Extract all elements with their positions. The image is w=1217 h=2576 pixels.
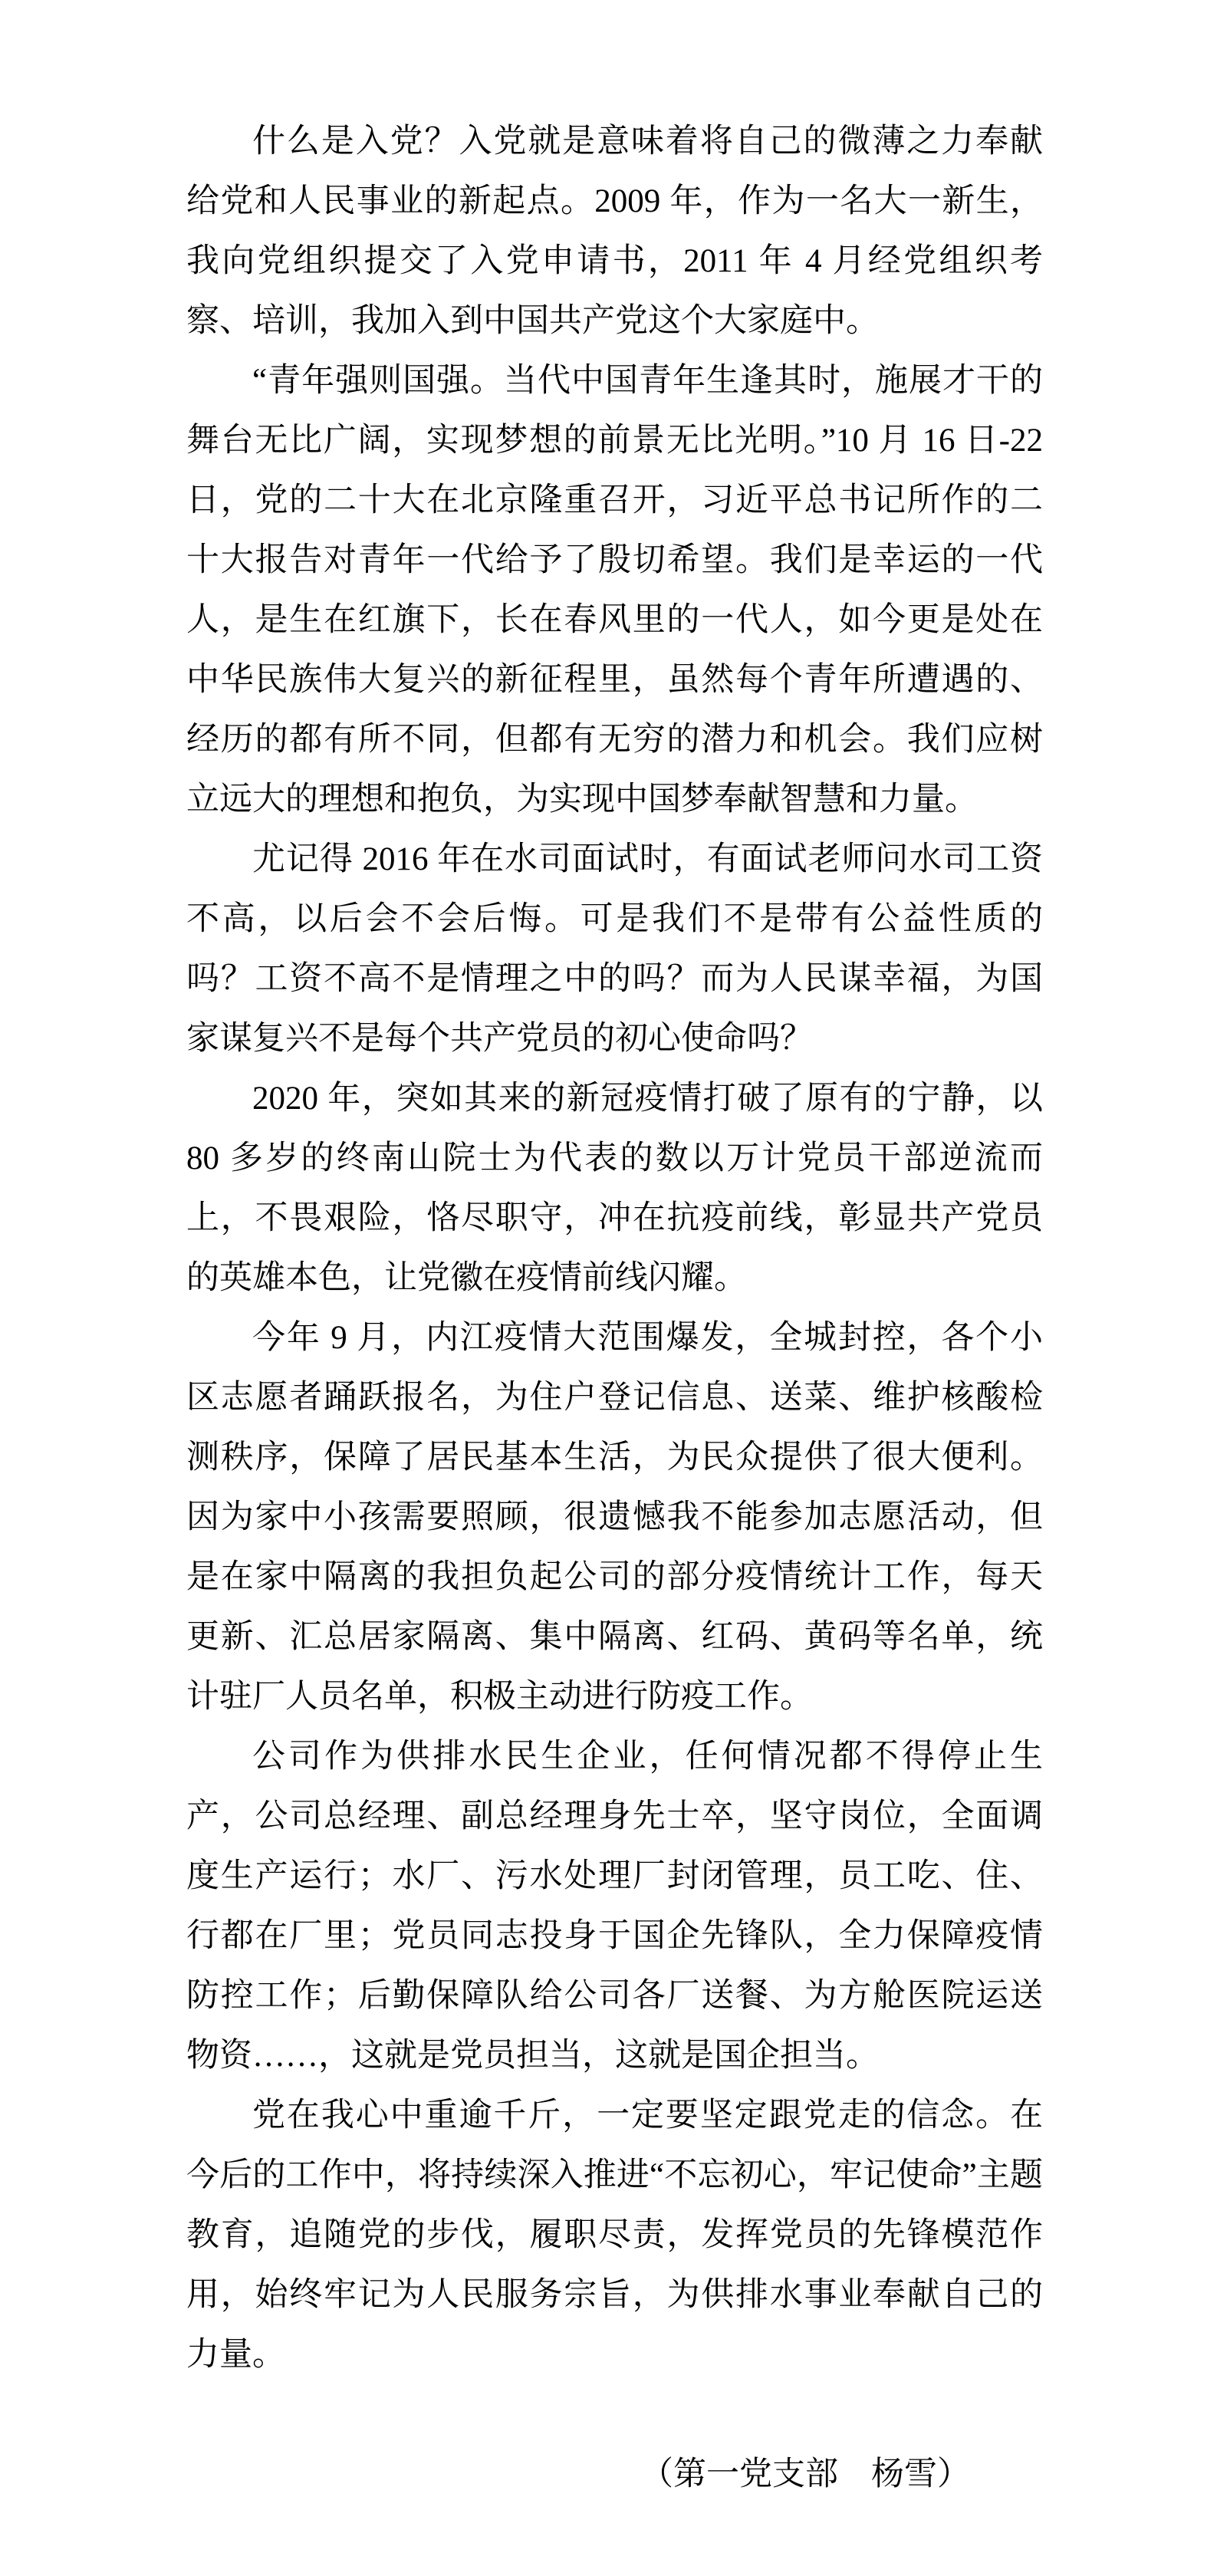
paragraph: “青年强则国强。当代中国青年生逢其时，施展才干的舞台无比广阔，实现梦想的前景无比光明。”10 月 16 日-22 日，党的二十大在北京隆重召开，习近平总书记所作的二十大报告对青年一代给予了殷切希望。我们是幸运的一代人，是生在红旗下，长在春风里的一代人，如今更是处在中华民族伟大复兴的新征程里，虽然每个青年所遭遇的、经历的都有所不同，但都有无穷的潜力和机会。我们应树立远大的理想和抱负，为实现中国梦奉献智慧和力量。 [186,363,1043,818]
paragraph: 公司作为供排水民生企业，任何情况都不得停止生产，公司总经理、副总经理身先士卒，坚守岗位，全面调度生产运行；水厂、污水处理厂封闭管理，员工吃、住、行都在厂里；党员同志投身于国企先锋队，全力保障疫情防控工作；后勤保障队给公司各厂送餐、为方舱医院运送物资……，这就是党员担当，这就是国企担当。 [186,1739,1043,2074]
paragraph: 2020 年，突如其来的新冠疫情打破了原有的宁静，以 80 多岁的终南山院士为代表的数以万计党员干部逆流而上，不畏艰险，恪尽职守，冲在抗疫前线，彰显共产党员的英雄本色，让党徽在疫情前线闪耀。 [186,1081,1043,1296]
document-body [186,112,1043,2505]
paragraph: 尤记得 2016 年在水司面试时，有面试老师问水司工资不高，以后会不会后悔。可是我们不是带有公益性质的吗？工资不高不是情理之中的吗？而为人民谋幸福，为国家谋复兴不是每个共产党员的初心使命吗？ [186,841,1043,1057]
paragraph: 党在我心中重逾千斤，一定要坚定跟党走的信念。在今后的工作中，将持续深入推进“不忘初心，牢记使命”主题教育，追随党的步伐，履职尽责，发挥党员的先锋模范作用，始终牢记为人民服务宗旨，为供排水事业奉献自己的力量。 [186,2097,1043,2373]
paragraph: 什么是入党？入党就是意味着将自己的微薄之力奉献给党和人民事业的新起点。2009 年，作为一名大一新生，我向党组织提交了入党申请书，2011 年 4 月经党组织考察、培训，我加入到中国共产党这个大家庭中。 [186,123,1043,339]
signature-line: （第一党支部 杨雪） [640,2456,970,2492]
paragraph: 今年 9 月，内江疫情大范围爆发，全城封控，各个小区志愿者踊跃报名，为住户登记信息、送菜、维护核酸检测秩序，保障了居民基本生活，为民众提供了很大便利。因为家中小孩需要照顾，很遗憾我不能参加志愿活动，但是在家中隔离的我担负起公司的部分疫情统计工作，每天更新、汇总居家隔离、集中隔离、红码、黄码等名单，统计驻厂人员名单，积极主动进行防疫工作。 [186,1320,1043,1715]
